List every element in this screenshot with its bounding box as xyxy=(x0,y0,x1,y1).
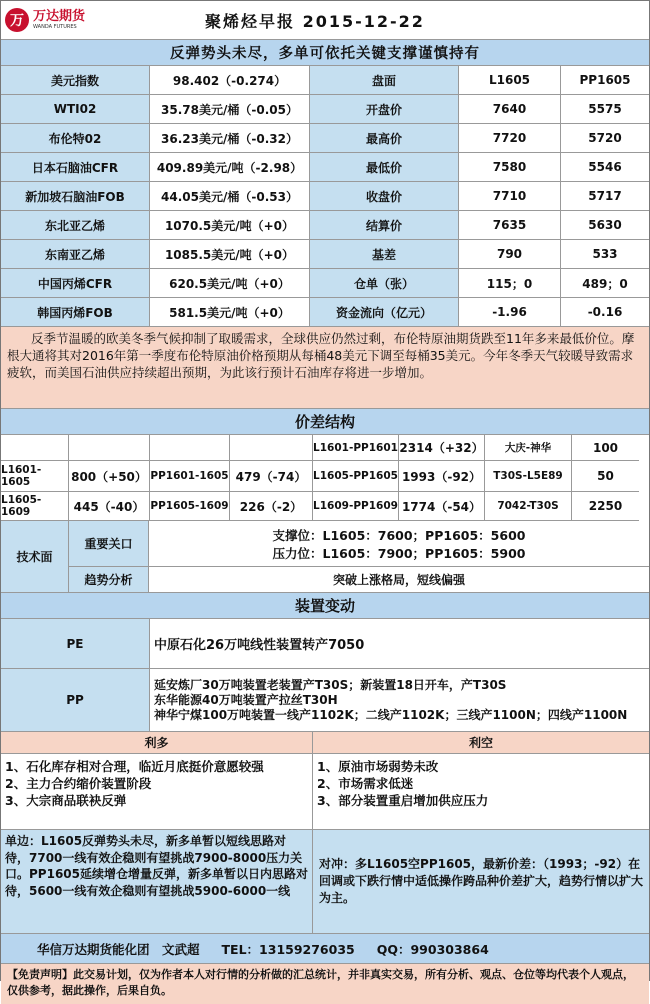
spread-pair: 7042-T30S xyxy=(485,492,572,521)
l1605-value: 7635 xyxy=(459,211,561,240)
pp1605-value: 533 xyxy=(561,240,649,269)
market-row xyxy=(1,153,649,182)
bear-item: 1、原油市场弱势未改 xyxy=(317,759,439,774)
trend-analysis: 突破上涨格局，短线偏强 xyxy=(149,567,649,593)
pp-device-2: 东华能源40万吨装置产拉丝T30H xyxy=(154,692,338,707)
contact-qq: QQ：990303864 xyxy=(376,941,489,957)
spread-pair xyxy=(150,435,230,461)
pe-row xyxy=(1,619,649,669)
company-logo xyxy=(1,2,101,38)
spread-value: 2314（+32） xyxy=(399,435,485,461)
l1605-value: 7720 xyxy=(459,124,561,153)
support-level: 支撑位：L1605：7600；PP1605：5600 xyxy=(272,527,526,543)
spread-pair: L1601-PP1601 xyxy=(313,435,399,461)
spread-value: 50 xyxy=(572,461,639,492)
technical-label: 技术面 xyxy=(1,521,69,593)
spread-value: 800（+50） xyxy=(69,461,150,492)
devices-title: 装置变动 xyxy=(1,593,649,619)
spread-pair: PP1601-1605 xyxy=(150,461,230,492)
market-table xyxy=(1,66,649,327)
pp1605-value: -0.16 xyxy=(561,298,649,327)
market-name: 东北亚乙烯 xyxy=(1,211,150,240)
resistance-level: 压力位：L1605：7900；PP1605：5900 xyxy=(272,545,526,561)
board-label: 最高价 xyxy=(310,124,459,153)
board-label: 资金流向（亿元） xyxy=(310,298,459,327)
pp1605-value: 5717 xyxy=(561,182,649,211)
market-row xyxy=(1,66,649,95)
bull-item: 2、主力合约缩价装置阶段 xyxy=(5,776,152,791)
commentary: 反季节温暖的欧美冬季气候抑制了取暖需求，全球供应仍然过剩，布伦特原油期货跌至11年多来最低价位。摩根大通将其对2016年第一季度布伦特原油价格预期从每桶48美元下调至每桶35美元。今年冬季天气较暖导致需求疲软，而美国石油供应持续超出预期，为此该行预计石油库存将进一步增加。 xyxy=(1,327,649,409)
headline: 反弹势头未尽，多单可依托关键支撑谨慎持有 xyxy=(1,40,649,66)
market-name: 韩国丙烯FOB xyxy=(1,298,150,327)
pp1605-value: 5546 xyxy=(561,153,649,182)
board-label: 最低价 xyxy=(310,153,459,182)
bullbear-body xyxy=(1,754,649,830)
logo-cn: 万达期货 xyxy=(33,9,86,24)
l1605-header: L1605 xyxy=(459,66,561,95)
key-level-label: 重要关口 xyxy=(69,521,149,567)
market-value: 44.05美元/桶（-0.53） xyxy=(150,182,310,211)
market-value: 36.23美元/桶（-0.32） xyxy=(150,124,310,153)
market-row xyxy=(1,124,649,153)
market-value: 35.78美元/桶（-0.05） xyxy=(150,95,310,124)
report-header xyxy=(1,1,649,40)
spread-title: 价差结构 xyxy=(1,409,649,435)
spread-pair: L1605-1609 xyxy=(1,492,69,521)
bull-item: 3、大宗商品联袂反弹 xyxy=(5,793,127,808)
spread-table xyxy=(1,435,649,521)
market-row xyxy=(1,95,649,124)
market-name: 美元指数 xyxy=(1,66,150,95)
spread-value: 1774（-54） xyxy=(399,492,485,521)
contact-tel: TEL：13159276035 xyxy=(221,941,355,957)
spread-value xyxy=(230,435,313,461)
bullbear-header xyxy=(1,732,649,754)
pp1605-value: 489；0 xyxy=(561,269,649,298)
market-value: 409.89美元/吨（-2.98） xyxy=(150,153,310,182)
spread-pair: L1601-1605 xyxy=(1,461,69,492)
spread-row xyxy=(1,492,649,521)
market-row xyxy=(1,298,649,327)
spread-pair: L1605-PP1605 xyxy=(313,461,399,492)
market-value: 620.5美元/吨（+0） xyxy=(150,269,310,298)
pp-device-3: 神华宁煤100万吨装置一线产1102K；二线产1102K；三线产1100N；四线产1100N xyxy=(154,707,628,722)
bear-title: 利空 xyxy=(313,732,649,754)
market-name: 布伦特02 xyxy=(1,124,150,153)
logo-en: WANDA FUTURES xyxy=(33,24,77,30)
spread-value xyxy=(69,435,150,461)
trend-label: 趋势分析 xyxy=(69,567,149,593)
spread-row xyxy=(1,435,649,461)
market-value: 98.402（-0.274） xyxy=(150,66,310,95)
board-label: 收盘价 xyxy=(310,182,459,211)
market-name: 新加坡石脑油FOB xyxy=(1,182,150,211)
market-value: 1085.5美元/吨（+0） xyxy=(150,240,310,269)
l1605-value: 115；0 xyxy=(459,269,561,298)
pp-row xyxy=(1,669,649,732)
spread-value: 479（-74） xyxy=(230,461,313,492)
bull-item: 1、石化库存相对合理，临近月底挺价意愿较强 xyxy=(5,759,264,774)
spread-pair: L1609-PP1609 xyxy=(313,492,399,521)
pp1605-value: 5720 xyxy=(561,124,649,153)
spread-value: 226（-2） xyxy=(230,492,313,521)
pp1605-header: PP1605 xyxy=(561,66,649,95)
spread-pair: 大庆-神华 xyxy=(485,435,572,461)
market-row xyxy=(1,269,649,298)
board-label: 仓单（张） xyxy=(310,269,459,298)
pp-label: PP xyxy=(1,669,150,732)
hedge-strategy: 对冲：多L1605空PP1605，最新价差：（1993；-92）在回调或下跌行情中适低操作跨品种价差扩大，趋势行情以扩大为主。 xyxy=(313,830,649,934)
board-label: 基差 xyxy=(310,240,459,269)
spread-value: 100 xyxy=(572,435,639,461)
bear-item: 3、部分装置重启增加供应压力 xyxy=(317,793,489,808)
spread-pair: T30S-L5E89 xyxy=(485,461,572,492)
pe-label: PE xyxy=(1,619,150,669)
strategy-row xyxy=(1,830,649,934)
spread-value: 2250 xyxy=(572,492,639,521)
contact-bar xyxy=(1,934,649,964)
spread-pair: PP1605-1609 xyxy=(150,492,230,521)
page-title: 聚烯烃早报 2015-12-22 xyxy=(205,11,425,31)
board-label: 结算价 xyxy=(310,211,459,240)
logo-icon: 万 xyxy=(5,8,29,32)
board-header: 盘面 xyxy=(310,66,459,95)
market-name: 中国丙烯CFR xyxy=(1,269,150,298)
pe-devices: 中原石化26万吨线性装置转产7050 xyxy=(150,619,649,669)
spread-pair xyxy=(1,435,69,461)
l1605-value: 7710 xyxy=(459,182,561,211)
pp1605-value: 5630 xyxy=(561,211,649,240)
market-name: 日本石脑油CFR xyxy=(1,153,150,182)
market-row xyxy=(1,182,649,211)
market-row xyxy=(1,211,649,240)
contact-company: 华信万达期货能化团 文武超 xyxy=(37,941,200,957)
bull-title: 利多 xyxy=(1,732,313,754)
spread-row xyxy=(1,461,649,492)
market-value: 1070.5美元/吨（+0） xyxy=(150,211,310,240)
market-name: 东南亚乙烯 xyxy=(1,240,150,269)
spread-value: 445（-40） xyxy=(69,492,150,521)
l1605-value: 7580 xyxy=(459,153,561,182)
technical-section xyxy=(1,521,649,593)
pp-device-1: 延安炼厂30万吨装置老装置产T30S；新装置18日开车，产T30S xyxy=(154,677,507,692)
pp1605-value: 5575 xyxy=(561,95,649,124)
l1605-value: 7640 xyxy=(459,95,561,124)
market-value: 581.5美元/吨（+0） xyxy=(150,298,310,327)
board-label: 开盘价 xyxy=(310,95,459,124)
market-name: WTI02 xyxy=(1,95,150,124)
l1605-value: 790 xyxy=(459,240,561,269)
disclaimer: 【免责声明】此交易计划，仅为作者本人对行情的分析做的汇总统计，并非真实交易，所有分析、观点、仓位等均代表个人观点，仅供参考，据此操作，后果自负。 xyxy=(1,964,649,1004)
unilateral-strategy: 单边：L1605反弹势头未尽，新多单暂以短线思路对待，7700一线有效企稳则有望挑战7900-8000压力关口。PP1605延续增仓增量反弹，新多单暂以日内思路对待，5600一线有效企稳则有望挑战5900-6000一线 xyxy=(1,830,313,934)
spread-value: 1993（-92） xyxy=(399,461,485,492)
l1605-value: -1.96 xyxy=(459,298,561,327)
market-row xyxy=(1,240,649,269)
bear-item: 2、市场需求低迷 xyxy=(317,776,414,791)
